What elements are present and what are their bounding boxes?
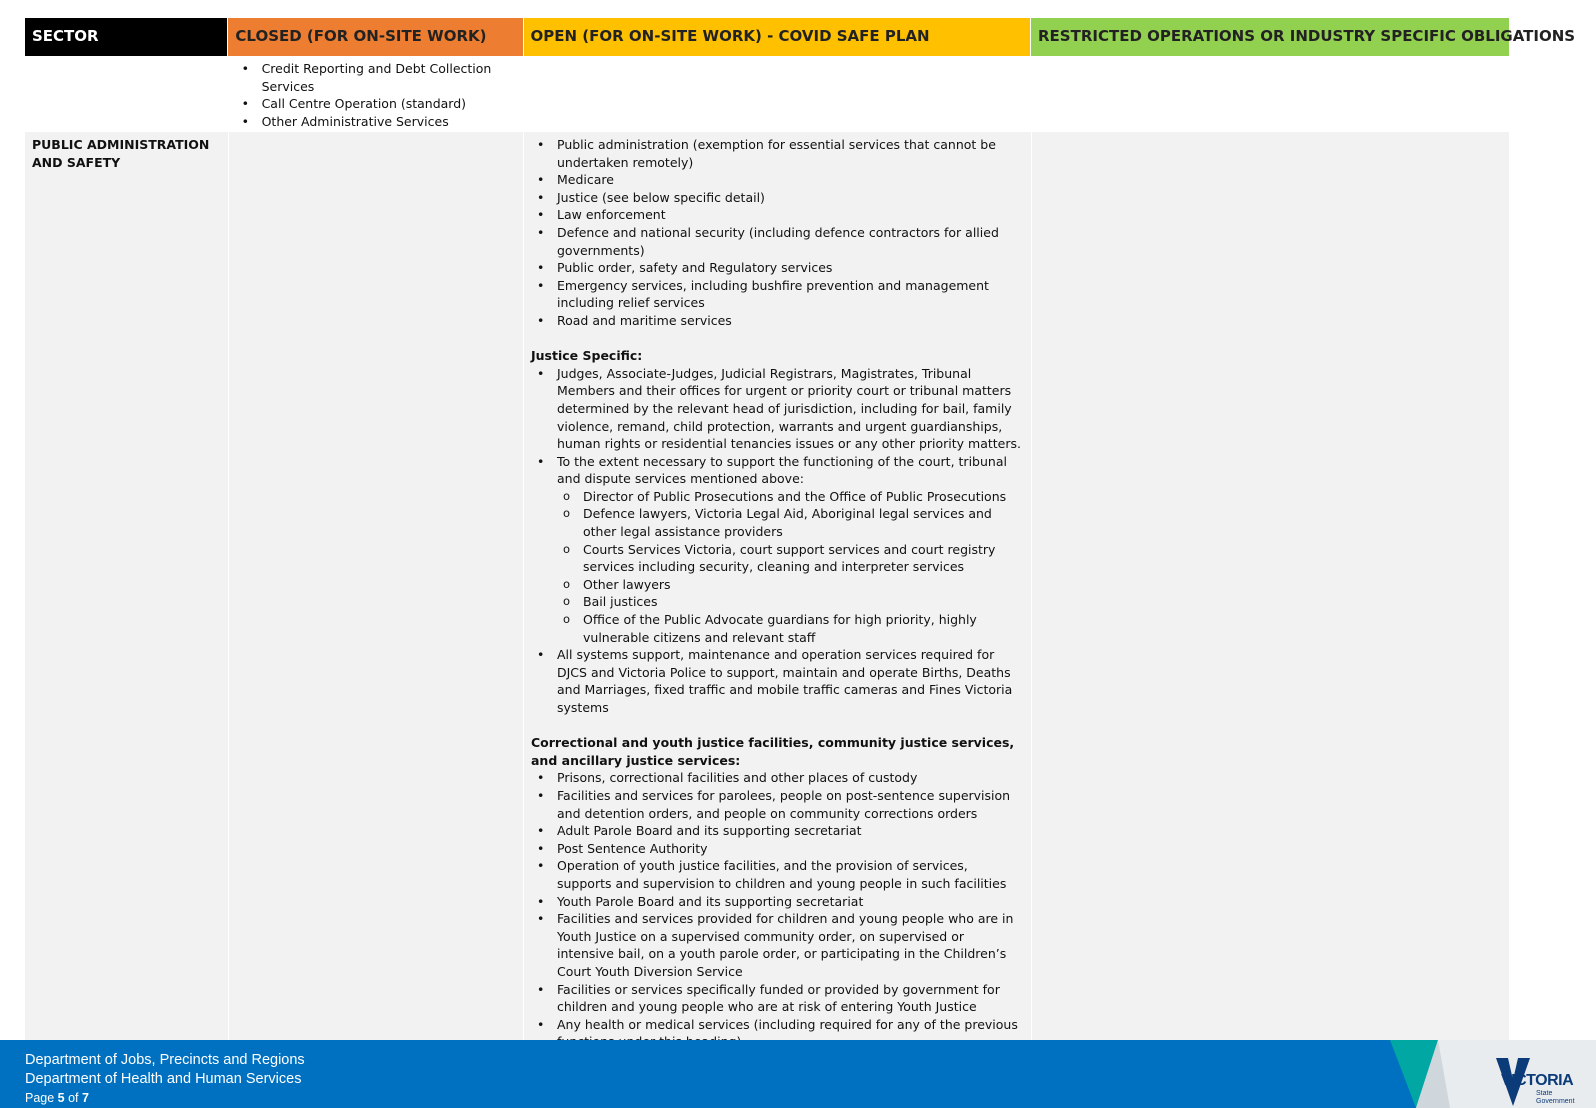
list-item: • Prisons, correctional facilities and other places of custody: [531, 769, 1024, 787]
list-item: • Post Sentence Authority: [531, 840, 1024, 858]
closed-list: [236, 60, 499, 130]
justice-sublist: [531, 488, 1024, 646]
list-item: • Any health or medical services (including required for any of the previous: [531, 1016, 1024, 1051]
table-row: [25, 56, 1509, 132]
list-item: • Youth Parole Board and its supporting secretariat: [531, 893, 1024, 911]
sub-list-item: o Courts Services Victoria, court support services and court registry services including security, cleaning and interpreter services: [531, 541, 1024, 576]
corrections-list: [531, 769, 1024, 1051]
list-item: • Public administration (exemption for essential services that cannot be undertaken remotely): [531, 136, 1024, 171]
sub-list-item: o Defence lawyers, Victoria Legal Aid, Aboriginal legal services and other legal assistance providers: [531, 505, 1024, 540]
list-item: • Medicare: [531, 171, 1024, 189]
restricted-cell: [1032, 132, 1509, 1042]
list-item: • Call Centre Operation (standard): [236, 95, 499, 113]
header-restricted: RESTRICTED OPERATIONS OR INDUSTRY SPECIFIC OBLIGATIONS: [1031, 18, 1509, 56]
sector-cell: PUBLIC ADMINISTRATION AND SAFETY: [25, 132, 228, 1042]
list-item: • Operation of youth justice facilities, and the provision of services, supports and supervision to children and young people in such facilities: [531, 857, 1024, 892]
victoria-logo-wordmark: VICTORIA: [1501, 1072, 1574, 1089]
closed-cell: [229, 56, 523, 132]
closed-cell: [229, 132, 523, 1042]
list-item: • Judges, Associate-Judges, Judicial Registrars, Magistrates, Tribunal Members and their offices for urgent or priority court or tribunal matters determined by the relevant head of jurisdiction, including for bail, family violence, remand, child protection, warrants and urgent guardianships, human rights or residential tenancies issues or any other priority matters.: [531, 365, 1024, 453]
list-item: • Law enforcement: [531, 206, 1024, 224]
list-item: • Road and maritime services: [531, 312, 1024, 330]
list-item-text: To the extent necessary to support the functioning of the court, tribunal and dispute services mentioned above:: [557, 453, 1007, 487]
header-sector: SECTOR: [25, 18, 227, 56]
page-number: Page 5 of 7: [25, 1091, 89, 1105]
list-item: • Facilities or services specifically funded or provided by government for children and young people who are at risk of entering Youth Justice: [531, 981, 1024, 1016]
victoria-logo-subtext: State Government: [1536, 1090, 1575, 1105]
sub-list-item: o Bail justices: [531, 593, 1024, 611]
open-cell: [524, 56, 1031, 132]
justice-heading: Justice Specific:: [531, 348, 643, 364]
list-item: • Emergency services, including bushfire prevention and management including relief services: [531, 277, 1024, 312]
table-row: [25, 132, 1509, 1042]
footer-department-2: Department of Health and Human Services: [25, 1071, 302, 1087]
footer-text: [25, 1051, 305, 1108]
header-open: OPEN (FOR ON-SITE WORK) - COVID SAFE PLAN: [524, 18, 1030, 56]
list-item: • All systems support, maintenance and operation services required for DJCS and Victoria Police to support, maintain and operate Births, Deaths and Marriages, fixed traffic and mobile traffic cameras and Fines Victoria systems: [531, 646, 1024, 716]
sub-list-item: o Other lawyers: [531, 576, 1024, 594]
list-item: • Justice (see below specific detail): [531, 189, 1024, 207]
page-footer: [0, 1040, 1596, 1108]
open-cell: [524, 132, 1031, 1042]
table-header: [25, 18, 1576, 56]
restrictions-table: [25, 18, 1576, 1042]
sector-cell: [25, 56, 228, 132]
list-item: • Credit Reporting and Debt Collection Services: [236, 60, 499, 95]
restricted-cell: [1032, 56, 1509, 132]
list-item: [531, 453, 1024, 647]
list-item: • Defence and national security (including defence contractors for allied governments): [531, 224, 1024, 259]
justice-list: [531, 365, 1024, 717]
list-item: • Facilities and services provided for children and young people who are in Youth Justice on a supervised community order, on supervised or intensive bail, on a youth parole order, or participating in the Children’s Court Youth Diversion Service: [531, 910, 1024, 980]
list-item: • Facilities and services for parolees, people on post-sentence supervision and detention orders, and people on community corrections orders: [531, 787, 1024, 822]
list-item: • Other Administrative Services: [236, 113, 499, 131]
corrections-heading: Correctional and youth justice facilities, community justice services, and ancillary justice services:: [531, 735, 1015, 768]
sub-list-item: o Office of the Public Advocate guardians for high priority, highly vulnerable citizens and relevant staff: [531, 611, 1024, 646]
open-list: [531, 136, 1024, 330]
footer-department-1: Department of Jobs, Precincts and Regions: [25, 1052, 305, 1068]
list-item: • Adult Parole Board and its supporting secretariat: [531, 822, 1024, 840]
list-item: • Public order, safety and Regulatory services: [531, 259, 1024, 277]
sub-list-item: o Director of Public Prosecutions and the Office of Public Prosecutions: [531, 488, 1024, 506]
header-closed: CLOSED (FOR ON-SITE WORK): [228, 18, 522, 56]
